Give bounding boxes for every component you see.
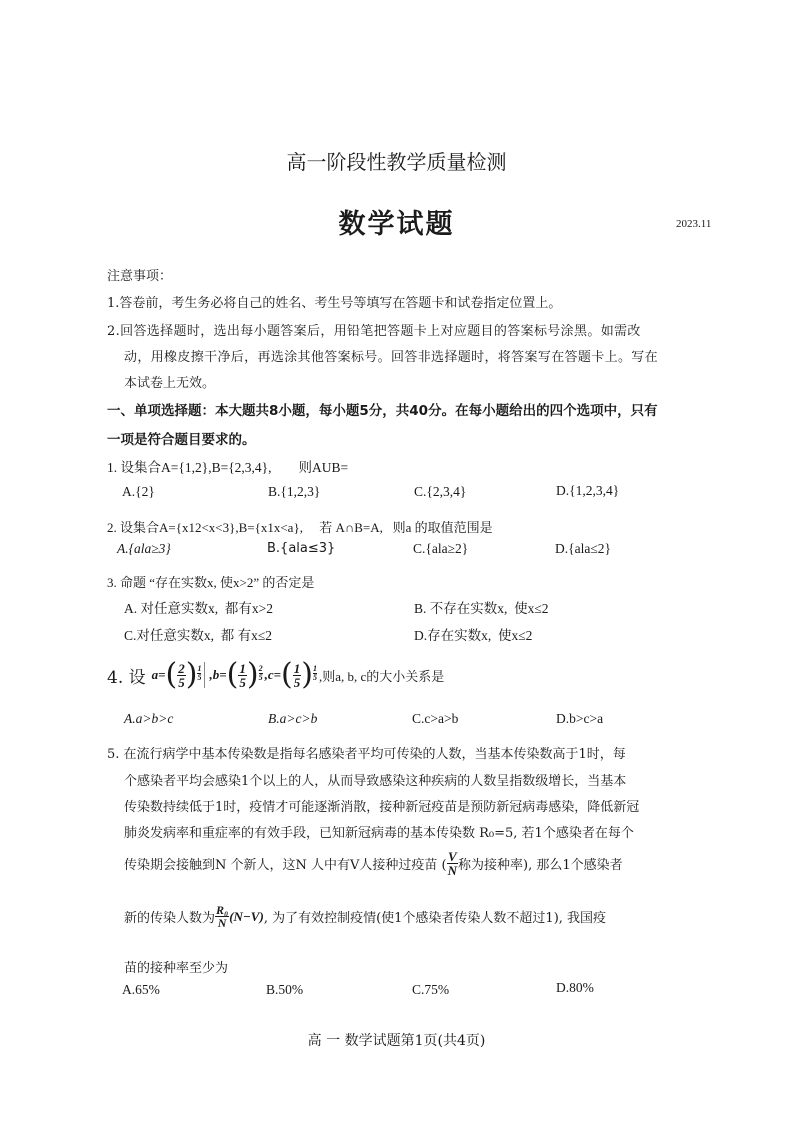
question-5-line-5: 传染期会接触到N 个新人，这N 人中有V人接种过疫苗 ( $\frac{V}{N}$ 称为接种率), 那么1个感染者: [124, 849, 623, 878]
question-4-tail: ,则a, b, c的大小关系是: [318, 668, 445, 684]
question-3-option-c: C.对任意实数x, 都 有x≤2: [124, 628, 273, 643]
notice-heading: 注意事项：: [107, 269, 173, 284]
question-4-option-c: C.c>a>b: [412, 711, 459, 726]
question-3-option-b: B. 不存在实数x, 使x≤2: [414, 601, 549, 616]
var-a-label: a=: [151, 667, 166, 682]
question-1-option-c: C.{2,3,4}: [414, 484, 467, 499]
question-4-option-b: B.a>c>b: [268, 711, 318, 726]
subject-title: 数学试题: [338, 209, 455, 240]
question-3-stem: 3. 命题 “存在实数x, 使x>2” 的否定是: [107, 575, 315, 590]
question-5-option-d: D.80%: [556, 980, 594, 995]
question-5-option-a: A.65%: [122, 982, 160, 997]
question-5-line-4: 肺炎发病率和重症率的有效手段，已知新冠病毒的基本传染数 R₀=5, 若1个感染者在每个: [124, 826, 634, 841]
notice-item-2-line-3: 本试卷上无效。: [124, 376, 216, 391]
c-exponent: 1 5: [312, 663, 317, 682]
var-b-label: ,b=: [209, 667, 227, 682]
question-2-stem: 2. 设集合A={x12<x<3},B={x1x<a}, 若 A∩B=A, 则a 的取值范围是: [107, 520, 493, 535]
notice-item-2-line-1: 2.回答选择题时，选出每小题答案后，用铅笔把答题卡上对应题目的答案标号涂黑。如需改: [107, 324, 641, 339]
exam-date: 2023.11: [676, 218, 712, 230]
question-1-stem: 1. 设集合A={1,2},B={2,3,4}, 则AUB=: [107, 460, 349, 475]
transmission-fraction: $\frac{\text{R₀}}{N}$: [216, 903, 229, 930]
transmission-expression: (N−V): [229, 908, 264, 924]
question-5-line-6: 新的传染人数为 $\frac{\text{R₀}}{N}$ (N−V) , 为了有效控制疫情(使1个感染者传染人数不超过1), 我国疫: [124, 903, 607, 930]
question-2-option-a: A.{ala≥3}: [117, 541, 171, 556]
question-5-line-3: 传染数持续低于1时，疫情才可能逐渐消散，接种新冠疫苗是预防新冠病毒感染，降低新冠: [124, 800, 640, 815]
question-2-option-d: D.{ala≤2}: [555, 541, 611, 556]
a-exponent: 1 5: [197, 663, 202, 682]
question-2-option-b: B.{ala≤3}: [267, 541, 336, 556]
question-4-option-d: D.b>c>a: [556, 711, 604, 726]
question-3-option-a: A. 对任意实数x, 都有x>2: [124, 601, 273, 616]
question-5-option-c: C.75%: [412, 982, 450, 997]
a-base-fraction: $\frac{2}{5}$: [178, 660, 185, 690]
section-heading-line-1: 一、单项选择题：本大题共8小题，每小题5分，共40分。在每小题给出的四个选项中，只有: [107, 403, 658, 419]
question-3-option-d: D.存在实数x, 使x≤2: [414, 628, 533, 643]
question-4-label: 4. 设: [107, 667, 146, 688]
question-1-option-a: A.{2}: [122, 484, 155, 499]
page-footer: 高 一 数学试题第1页(共4页): [307, 1033, 486, 1049]
vaccination-rate-fraction: $\frac{V}{N}$: [447, 849, 457, 878]
question-2-option-c: C.{ala≥2}: [413, 541, 469, 556]
question-4-option-a: A.a>b>c: [124, 711, 174, 726]
question-5-line-7: 苗的接种率至少为: [124, 961, 229, 976]
exam-title: 高一阶段性教学质量检测: [286, 150, 507, 174]
question-5-line-2: 个感染者平均会感染1个以上的人，从而导致感染这种疾病的人数呈指数级增长，当基本: [124, 774, 627, 789]
var-c-label: ,c=: [264, 667, 282, 682]
notice-item-1: 1.答卷前，考生务必将自己的姓名、考生号等填写在答题卡和试卷指定位置上。: [107, 296, 562, 311]
b-base-fraction: $\frac{1}{5}$: [239, 660, 246, 690]
section-heading-line-2: 一项是符合题目要求的。: [107, 432, 256, 448]
c-base-fraction: $\frac{1}{5}$: [293, 660, 301, 690]
question-1-option-d: D.{1,2,3,4}: [556, 483, 620, 498]
question-5-option-b: B.50%: [266, 982, 304, 997]
question-4-stem: 4. 设 a= ( $\frac{2}{5}$ ) 1 5 ,b= ( $\frac{1}{5}$ ) 2 5 ,c= ( $\frac{1}{5}$ ) 1 5 ,则a, b, c的大小关系是: [107, 657, 445, 692]
question-1-option-b: B.{1,2,3}: [268, 484, 321, 499]
notice-item-2-line-2: 动，用橡皮擦干净后，再选涂其他答案标号。回答非选择题时，将答案写在答题卡上。写在: [124, 350, 659, 365]
b-exponent: 2 5: [258, 663, 263, 682]
question-5-line-1: 5. 在流行病学中基本传染数是指每名感染者平均可传染的人数，当基本传染数高于1时，每: [107, 747, 626, 762]
